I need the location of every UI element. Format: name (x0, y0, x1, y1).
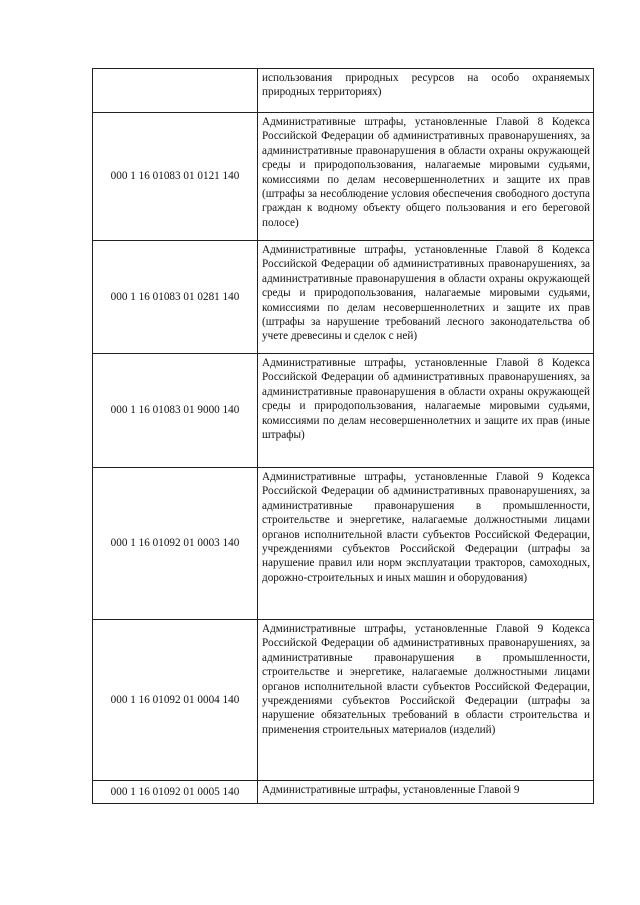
code-cell (93, 69, 258, 113)
table-row (93, 113, 594, 241)
description-cell: Административные штрафы, установленные Главой 8 Кодекса Российской Федерации об административных правонарушениях, за административные правонарушения в области охраны окружающей среды и природопользования, налагаемые мировыми судьями, комиссиями по делам несовершеннолетних и защите их прав (иные штрафы) (258, 354, 594, 468)
table-row (93, 781, 594, 804)
table-row (93, 354, 594, 468)
table-row (93, 468, 594, 620)
budget-classification-table (92, 68, 594, 804)
table-row (93, 69, 594, 113)
description-cell: Административные штрафы, установленные Главой 9 Кодекса Российской Федерации об административных правонарушениях, за административные правонарушения в промышленности, строительстве и энергетике, налагаемые должностными лицами органов исполнительной власти субъектов Российской Федерации, учреждениями субъектов Российской Федерации (штрафы за нарушение обязательных требований в области строительства и применения строительных материалов (изделий) (258, 620, 594, 781)
table-row (93, 241, 594, 354)
code-cell: 000 1 16 01092 01 0005 140 (93, 781, 258, 804)
description-cell: Административные штрафы, установленные Главой 9 Кодекса Российской Федерации об административных правонарушениях, за административные правонарушения в промышленности, строительстве и энергетике, налагаемые должностными лицами органов исполнительной власти субъектов Российской Федерации, учреждениями субъектов Российской Федерации (штрафы за нарушение правил или норм эксплуатации тракторов, самоходных, дорожно-строительных и иных машин и оборудования) (258, 468, 594, 620)
code-cell: 000 1 16 01092 01 0004 140 (93, 620, 258, 781)
code-cell: 000 1 16 01083 01 0121 140 (93, 113, 258, 241)
description-cell: использования природных ресурсов на особо охраняемых природных территориях) (258, 69, 594, 113)
description-cell: Административные штрафы, установленные Главой 9 (258, 781, 594, 804)
table-row (93, 620, 594, 781)
code-cell: 000 1 16 01083 01 0281 140 (93, 241, 258, 354)
code-cell: 000 1 16 01083 01 9000 140 (93, 354, 258, 468)
description-cell: Административные штрафы, установленные Главой 8 Кодекса Российской Федерации об административных правонарушениях, за административные правонарушения в области охраны окружающей среды и природопользования, налагаемые мировыми судьями, комиссиями по делам несовершеннолетних и защите их прав (штрафы за нарушение требований лесного законодательства об учете древесины и сделок с ней) (258, 241, 594, 354)
code-cell: 000 1 16 01092 01 0003 140 (93, 468, 258, 620)
description-cell: Административные штрафы, установленные Главой 8 Кодекса Российской Федерации об административных правонарушениях, за административные правонарушения в области охраны окружающей среды и природопользования, налагаемые мировыми судьями, комиссиями по делам несовершеннолетних и защите их прав (штрафы за несоблюдение условия обеспечения свободного доступа граждан к водному объекту общего пользования и его береговой полосе) (258, 113, 594, 241)
